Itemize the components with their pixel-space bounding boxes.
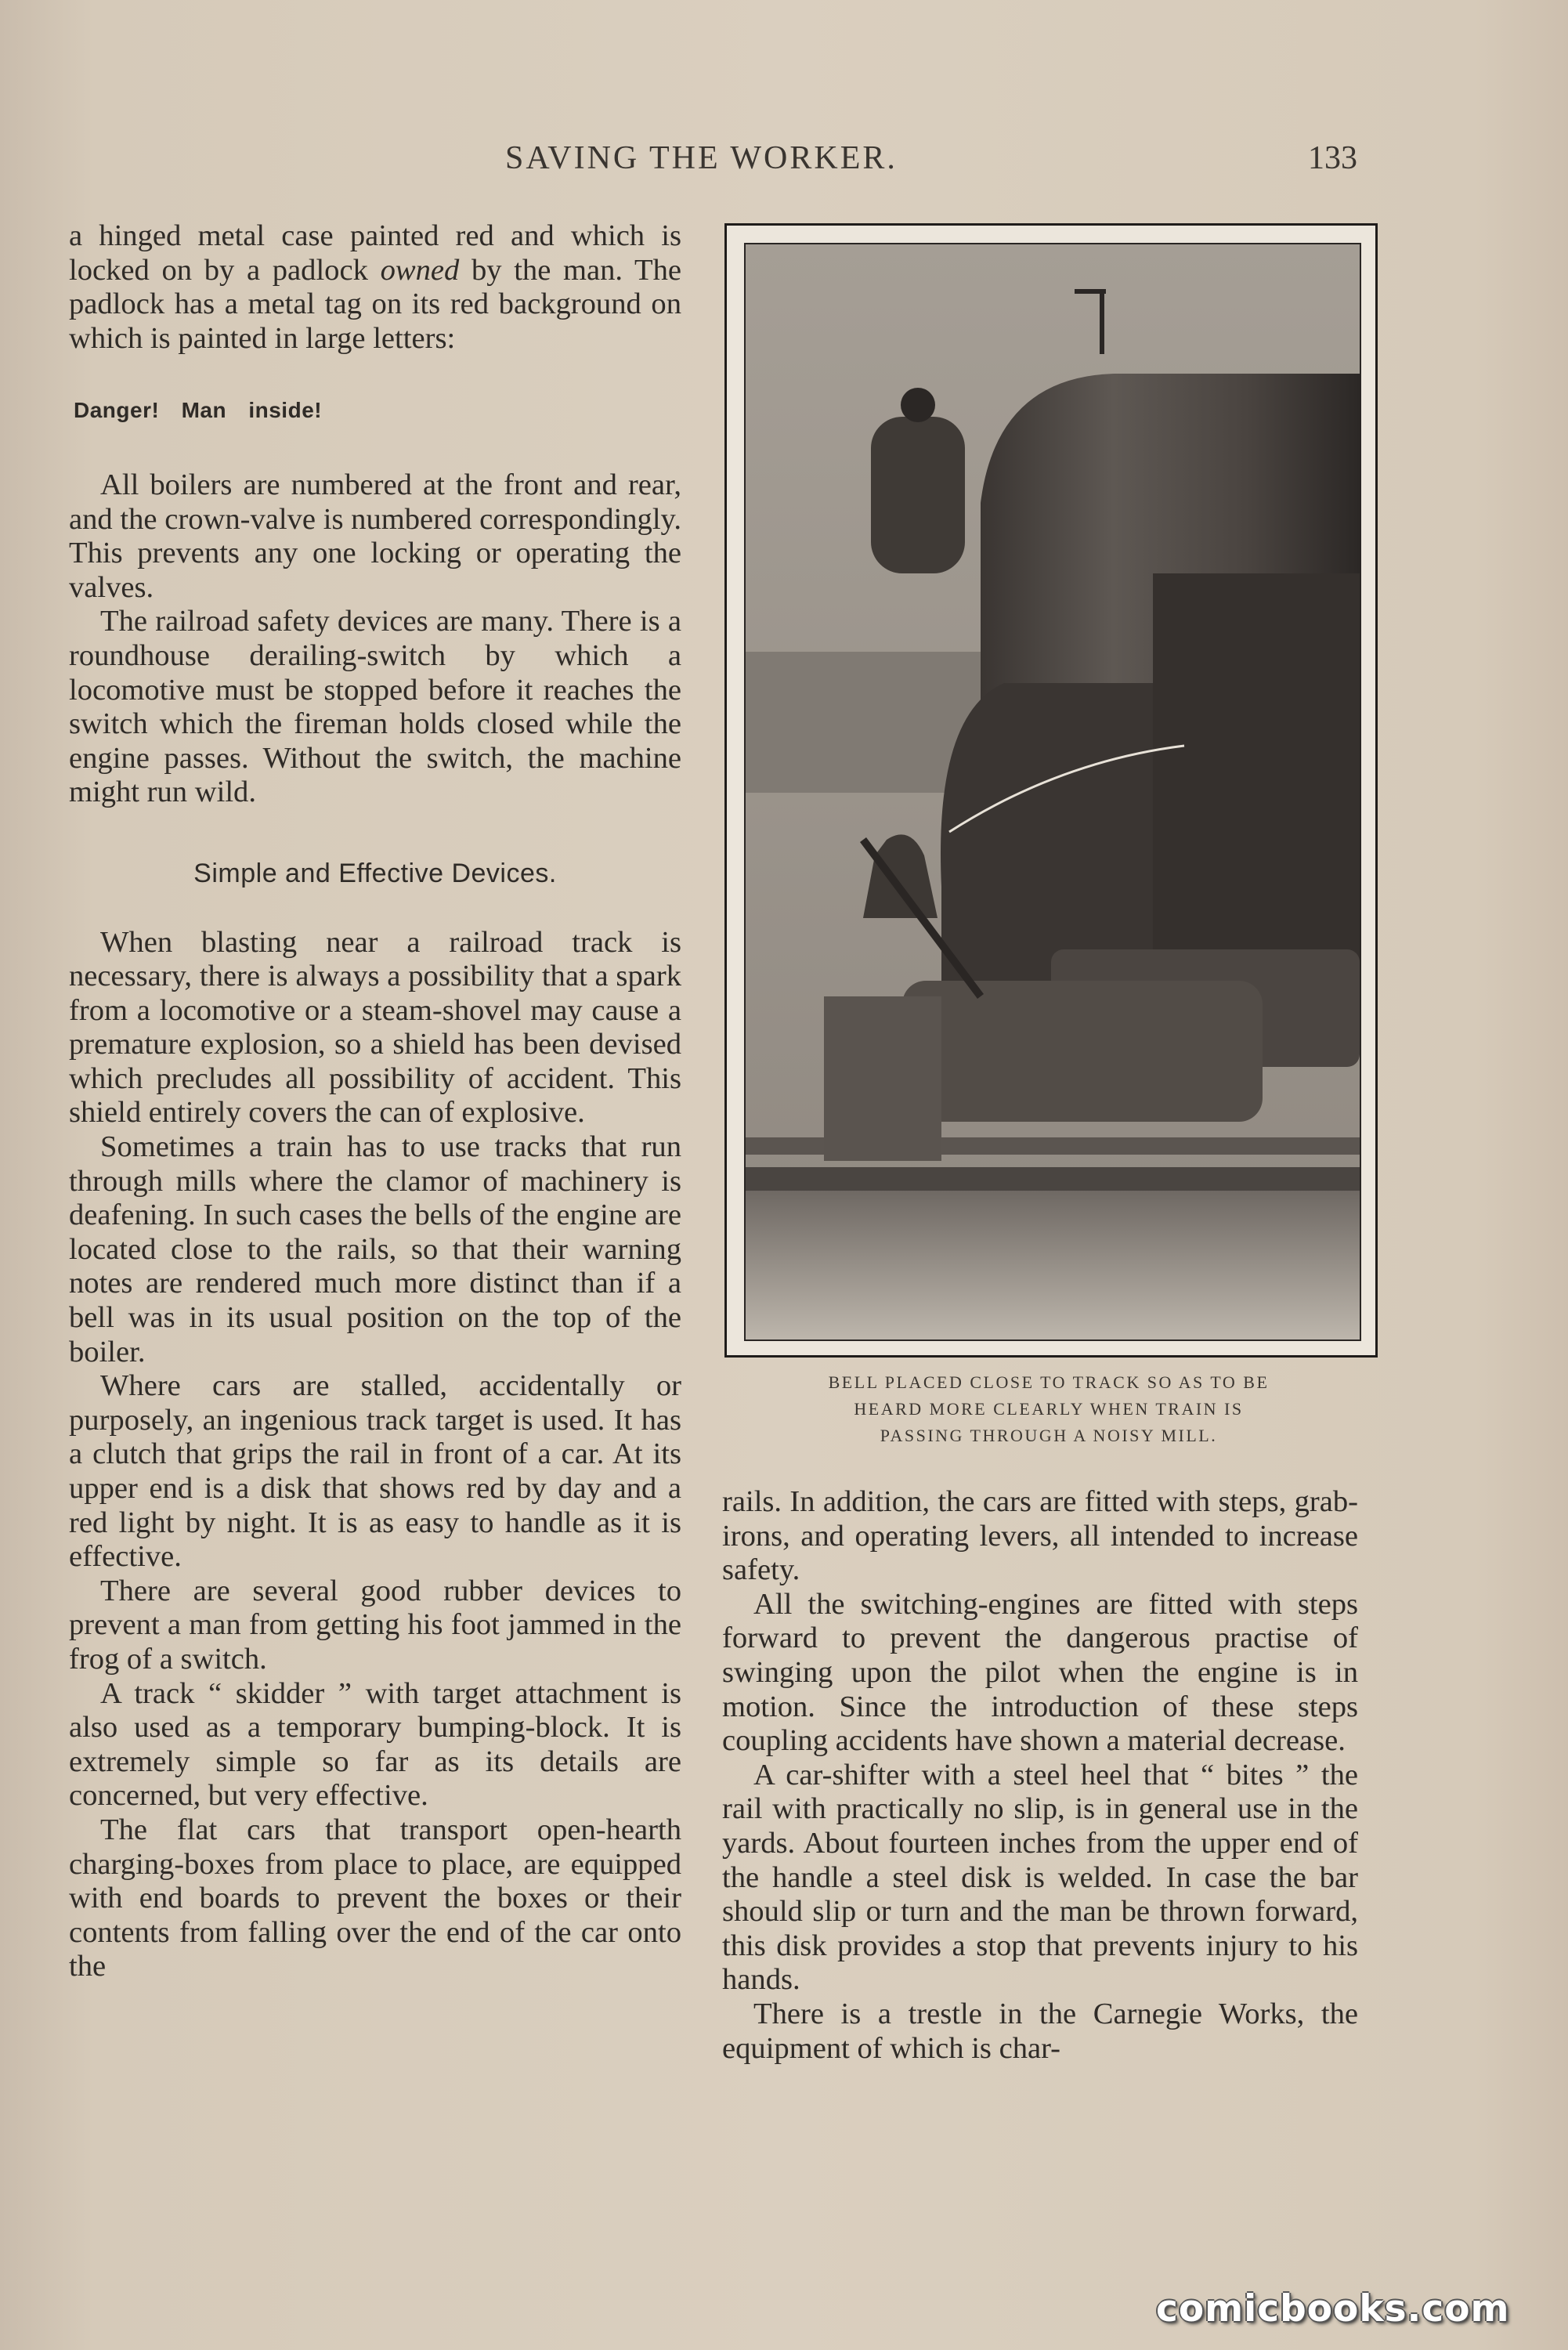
paragraph: When blasting near a railroad track is necessary, there is always a possibility that a spark from a locomotive or a steam-shovel may cause a premature explosion, so a shield has been devised which precludes all possibility of accident. This shield entirely covers the can of explosive. [69, 925, 681, 1130]
page-header [0, 139, 1568, 186]
paragraph: There is a trestle in the Carnegie Works, the equipment of which is char- [722, 1997, 1358, 2065]
paragraph [69, 219, 681, 356]
running-title: SAVING THE WORKER. [505, 140, 898, 176]
caption-line: PASSING THROUGH A NOISY MILL. [880, 1426, 1218, 1445]
left-column [69, 219, 681, 1984]
page-number: 133 [1308, 140, 1357, 176]
paragraph: Sometimes a train has to use tracks that run through mills where the clamor of machinery is deafening. In such cases the bells of the engine are located close to the rails, so that their warning notes are rendered much more distinct than if a bell was in its usual position on the top of the boiler. [69, 1130, 681, 1368]
figure-caption [724, 1369, 1373, 1449]
paragraph: A car-shifter with a steel heel that “ bites ” the rail with practically no slip, is in general use in the yards. About fourteen inches from the upper end of the handle a steel disk is welded. In case the bar should slip or turn and the man be thrown forward, this disk provides a stop that prevents injury to his hands. [722, 1758, 1358, 1997]
right-column [722, 1485, 1358, 2066]
paragraph-text: a hinged metal case painted red and which is locked on by a padlock [69, 219, 681, 287]
paragraph-text: by the man. The padlock has a metal tag on its red background on which is painted in large letters: [69, 253, 682, 355]
paragraph: The railroad safety devices are many. There is a roundhouse derailing-switch by which a locomotive must be stopped before it reaches the switch which the fireman holds closed while the engine passes. Without the switch, the machine might run wild. [69, 605, 681, 809]
locomotive-illustration [746, 244, 1360, 1340]
locomotive-photo [744, 243, 1361, 1341]
danger-sign-text: Danger! Man inside! [74, 398, 323, 423]
paragraph: Where cars are stalled, accidentally or purposely, an ingenious track target is used. It has a clutch that grips the rail in front of a car. At its upper end is a disk that shows red by day and a red light by night. It is as easy to handle as it is effective. [69, 1369, 681, 1574]
watermark-logo: comicbooks.com [1156, 2287, 1510, 2330]
caption-line: HEARD MORE CLEARLY WHEN TRAIN IS [854, 1399, 1244, 1419]
paragraph: A track “ skidder ” with target attachment is also used as a temporary bumping-block. It is extremely simple so far as its details are concerned, but very effective. [69, 1676, 681, 1813]
paragraph: The flat cars that transport open-hearth charging-boxes from place to place, are equipped with end boards to prevent the boxes or their contents from falling over the end of the car onto the [69, 1813, 681, 1983]
paragraph: There are several good rubber devices to prevent a man from getting his foot jammed in the frog of a switch. [69, 1574, 681, 1676]
paragraph: All the switching-engines are fitted with steps forward to prevent the dangerous practise of swinging upon the pilot when the engine is in motion. Since the introduction of these steps coupling accidents have shown a material decrease. [722, 1587, 1358, 1758]
paragraph: rails. In addition, the cars are fitted with steps, grab-irons, and operating levers, all intended to increase safety. [722, 1485, 1358, 1587]
photo-frame [724, 223, 1378, 1358]
paragraph: All boilers are numbered at the front and rear, and the crown-valve is numbered correspondingly. This prevents any one locking or operating the valves. [69, 468, 681, 604]
emphasis-text: owned [380, 253, 460, 287]
caption-line: BELL PLACED CLOSE TO TRACK SO AS TO BE [828, 1372, 1270, 1392]
section-subheading: Simple and Effective Devices. [193, 858, 557, 888]
